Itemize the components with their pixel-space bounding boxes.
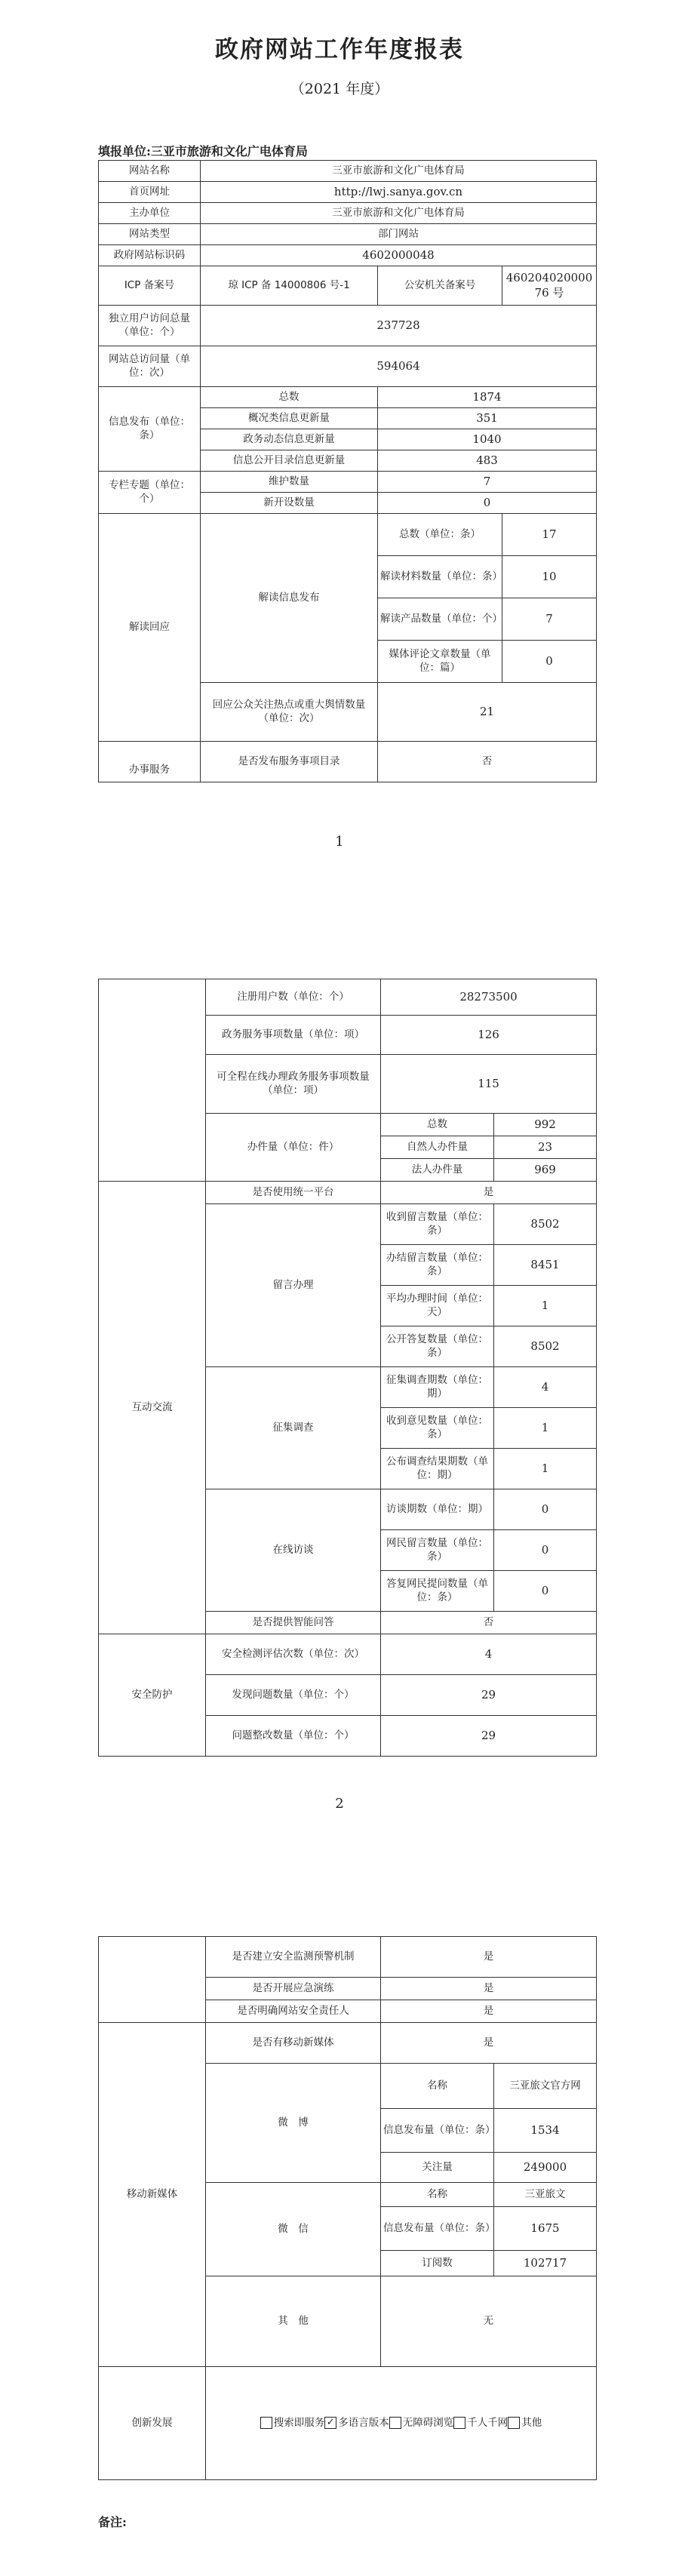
unique-visitors: 237728 (201, 306, 597, 346)
handled-total: 992 (494, 1114, 597, 1136)
note-label: 备注: (98, 2515, 127, 2529)
row-label: 媒体评论文章数量（单位：篇） (378, 641, 502, 683)
table-row (99, 306, 597, 346)
section-label-continued (99, 1937, 206, 2023)
sub-section-label: 留言办理 (206, 1204, 381, 1367)
interpret-media: 0 (502, 641, 597, 683)
page-number: 1 (335, 834, 344, 850)
mobile-other: 无 (381, 2276, 597, 2367)
police-number: 46020402000076 号 (502, 266, 597, 306)
table-row (99, 266, 597, 306)
row-label: 安全检测评估次数（单位：次） (206, 1634, 381, 1675)
sub-section-label: 征集调查 (206, 1367, 381, 1489)
section-label: 专栏专题（单位：个） (99, 472, 201, 514)
homepage-url: http://lwj.sanya.gov.cn (201, 182, 597, 203)
sub-section-label: 微 博 (206, 2064, 381, 2183)
row-label: 是否建立安全监测预警机制 (206, 1937, 381, 1978)
msg-avg-days: 1 (494, 1286, 597, 1326)
sub-section-label: 在线访谈 (206, 1489, 381, 1612)
row-label: 问题整改数量（单位：个） (206, 1716, 381, 1757)
innovation-option[interactable] (508, 2417, 542, 2430)
row-label: 名称 (381, 2064, 494, 2109)
security-fixed: 29 (381, 1716, 597, 1757)
sub-section-label: 其 他 (206, 2276, 381, 2367)
row-label: 是否使用统一平台 (206, 1182, 381, 1204)
row-label: 概况类信息更新量 (201, 408, 378, 429)
interview-count: 0 (494, 1489, 597, 1530)
security-checks: 4 (381, 1634, 597, 1675)
row-label: 首页网址 (99, 182, 201, 203)
row-label: 名称 (381, 2183, 494, 2207)
row-label: 公安机关备案号 (378, 266, 502, 306)
checkbox-icon[interactable] (508, 2417, 520, 2429)
report-year: （2021 年度） (290, 81, 389, 97)
msg-received: 8502 (494, 1204, 597, 1245)
row-label: 总数 (201, 387, 378, 408)
security-drill: 是 (381, 1978, 597, 2000)
row-label: 维护数量 (201, 472, 378, 493)
wechat-subscribers: 102717 (494, 2251, 597, 2276)
innovation-option-list (208, 2417, 594, 2430)
security-monitor: 是 (381, 1937, 597, 1978)
row-label: 收到意见数量（单位：条） (381, 1408, 494, 1449)
table-row (99, 979, 597, 1016)
row-label: 注册用户数（单位：个） (206, 979, 381, 1016)
site-id: 4602000048 (201, 245, 597, 266)
checked-box-icon[interactable]: ✓ (324, 2417, 336, 2429)
interpret-product: 7 (502, 598, 597, 641)
innovation-option-label: 其他 (521, 2416, 542, 2429)
table-row (99, 472, 597, 493)
weibo-fans: 249000 (494, 2153, 597, 2183)
innovation-option-label: 搜索即服务 (273, 2416, 325, 2429)
row-label: 政府网站标识码 (99, 245, 201, 266)
page-number: 2 (335, 1796, 344, 1812)
checkbox-icon[interactable] (389, 2417, 401, 2429)
row-label: 网站名称 (99, 161, 201, 182)
site-name: 三亚市旅游和文化广电体育局 (201, 161, 597, 182)
icp-number: 琼 ICP 备 14000806 号-1 (201, 266, 378, 306)
row-label: 自然人办件量 (381, 1136, 494, 1159)
interpret-respond: 21 (378, 683, 597, 742)
handled-corp: 969 (494, 1159, 597, 1182)
survey-results: 1 (494, 1449, 597, 1489)
report-title: 政府网站工作年度报表 (215, 36, 464, 63)
row-label: 网民留言数量（单位：条） (381, 1530, 494, 1571)
innovation-option[interactable] (324, 2417, 389, 2430)
row-label: 独立用户访问总量（单位：个） (99, 306, 201, 346)
interpret-total: 17 (502, 514, 597, 556)
table-row (99, 245, 597, 266)
interact-smart-qa: 否 (381, 1612, 597, 1634)
section-label: 信息发布（单位：条） (99, 387, 201, 472)
section-label-continued (99, 979, 206, 1182)
survey-count: 4 (494, 1367, 597, 1408)
table-row (99, 224, 597, 245)
service-users: 28273500 (381, 979, 597, 1016)
security-found: 29 (381, 1675, 597, 1716)
sub-section-label: 办件量（单位：件） (206, 1114, 381, 1182)
row-label: 信息公开目录信息更新量 (201, 450, 378, 472)
mobile-has: 是 (381, 2023, 597, 2064)
table-row (99, 514, 597, 556)
section-label: 办事服务 (99, 742, 201, 782)
msg-done: 8451 (494, 1245, 597, 1286)
row-label: 解读产品数量（单位：个） (378, 598, 502, 641)
table-row (99, 742, 597, 782)
table-row (99, 161, 597, 182)
handled-person: 23 (494, 1136, 597, 1159)
row-label: 是否有移动新媒体 (206, 2023, 381, 2064)
section-label: 移动新媒体 (99, 2023, 206, 2367)
interview-messages: 0 (494, 1530, 597, 1571)
innovation-option-label: 无障碍浏览 (402, 2416, 454, 2429)
sub-section-label: 微 信 (206, 2183, 381, 2276)
innovation-option[interactable] (389, 2417, 454, 2430)
row-label: 公布调查结果期数（单位：期） (381, 1449, 494, 1489)
table-row (99, 387, 597, 408)
row-label: 总数 (381, 1114, 494, 1136)
row-label: 办结留言数量（单位：条） (381, 1245, 494, 1286)
row-label: 总数（单位：条） (378, 514, 502, 556)
row-label: 征集调查期数（单位：期） (381, 1367, 494, 1408)
publish-news: 1040 (378, 429, 597, 450)
row-label: 发现问题数量（单位：个） (206, 1675, 381, 1716)
row-label: 回应公众关注热点或重大舆情数量（单位：次） (201, 683, 378, 742)
row-label: 访谈期数（单位：期） (381, 1489, 494, 1530)
innovation-option-label: 多语言版本 (338, 2416, 389, 2429)
row-label: 法人办件量 (381, 1159, 494, 1182)
sub-section-label: 解读信息发布 (201, 514, 378, 683)
security-owner: 是 (381, 2000, 597, 2023)
table-row (99, 1634, 597, 1675)
publish-total: 1874 (378, 387, 597, 408)
publish-overview: 351 (378, 408, 597, 429)
row-label: 关注量 (381, 2153, 494, 2183)
table-row (99, 2367, 597, 2480)
row-label: ICP 备案号 (99, 266, 201, 306)
row-label: 政务服务事项数量（单位：项） (206, 1016, 381, 1055)
report-table-page-3 (98, 1936, 597, 2480)
publish-catalog: 483 (378, 450, 597, 472)
row-label: 是否发布服务事项目录 (201, 742, 378, 782)
service-catalog: 否 (378, 742, 597, 782)
weibo-name: 三亚旅文官方网 (494, 2064, 597, 2109)
checkbox-icon[interactable] (453, 2417, 465, 2429)
page-views: 594064 (201, 346, 597, 387)
section-label: 互动交流 (99, 1182, 206, 1634)
filing-unit: 填报单位:三亚市旅游和文化广电体育局 (98, 144, 308, 158)
row-label: 答复网民提问数量（单位：条） (381, 1571, 494, 1612)
row-label: 信息发布量（单位：条） (381, 2207, 494, 2251)
wechat-posts: 1675 (494, 2207, 597, 2251)
report-table-page-2 (98, 979, 597, 1757)
table-row (99, 1182, 597, 1204)
row-label: 订阅数 (381, 2251, 494, 2276)
interact-platform: 是 (381, 1182, 597, 1204)
report-table-page-1 (98, 160, 597, 782)
checkbox-icon[interactable] (260, 2417, 272, 2429)
row-label: 平均办理时间（单位：天） (381, 1286, 494, 1326)
row-label: 信息发布量（单位：条） (381, 2109, 494, 2153)
service-items: 126 (381, 1016, 597, 1055)
interpret-material: 10 (502, 556, 597, 598)
msg-public: 8502 (494, 1326, 597, 1367)
column-maintain: 7 (378, 472, 597, 493)
row-label: 解读材料数量（单位：条） (378, 556, 502, 598)
row-label: 是否明确网站安全责任人 (206, 2000, 381, 2023)
row-label: 收到留言数量（单位：条） (381, 1204, 494, 1245)
table-row (99, 2023, 597, 2064)
row-label: 是否开展应急演练 (206, 1978, 381, 2000)
weibo-posts: 1534 (494, 2109, 597, 2153)
row-label: 网站类型 (99, 224, 201, 245)
column-new: 0 (378, 493, 597, 514)
row-label: 是否提供智能问答 (206, 1612, 381, 1634)
table-row (99, 182, 597, 203)
table-row (99, 1937, 597, 1978)
interview-replies: 0 (494, 1571, 597, 1612)
table-row (99, 346, 597, 387)
row-label: 政务动态信息更新量 (201, 429, 378, 450)
section-label: 创新发展 (99, 2367, 206, 2480)
site-type: 部门网站 (201, 224, 597, 245)
section-label: 解读回应 (99, 514, 201, 742)
row-label: 可全程在线办理政务服务事项数量（单位：项） (206, 1055, 381, 1114)
row-label: 主办单位 (99, 203, 201, 224)
wechat-name: 三亚旅文 (494, 2183, 597, 2207)
row-label: 网站总访问量（单位：次） (99, 346, 201, 387)
survey-opinions: 1 (494, 1408, 597, 1449)
service-online: 115 (381, 1055, 597, 1114)
row-label: 新开设数量 (201, 493, 378, 514)
section-label: 安全防护 (99, 1634, 206, 1757)
innovation-option[interactable] (260, 2417, 325, 2430)
innovation-options (206, 2367, 597, 2480)
row-label: 公开答复数量（单位：条） (381, 1326, 494, 1367)
table-row (99, 203, 597, 224)
innovation-option-label: 千人千网 (467, 2416, 508, 2429)
host-unit: 三亚市旅游和文化广电体育局 (201, 203, 597, 224)
innovation-option[interactable] (453, 2417, 508, 2430)
